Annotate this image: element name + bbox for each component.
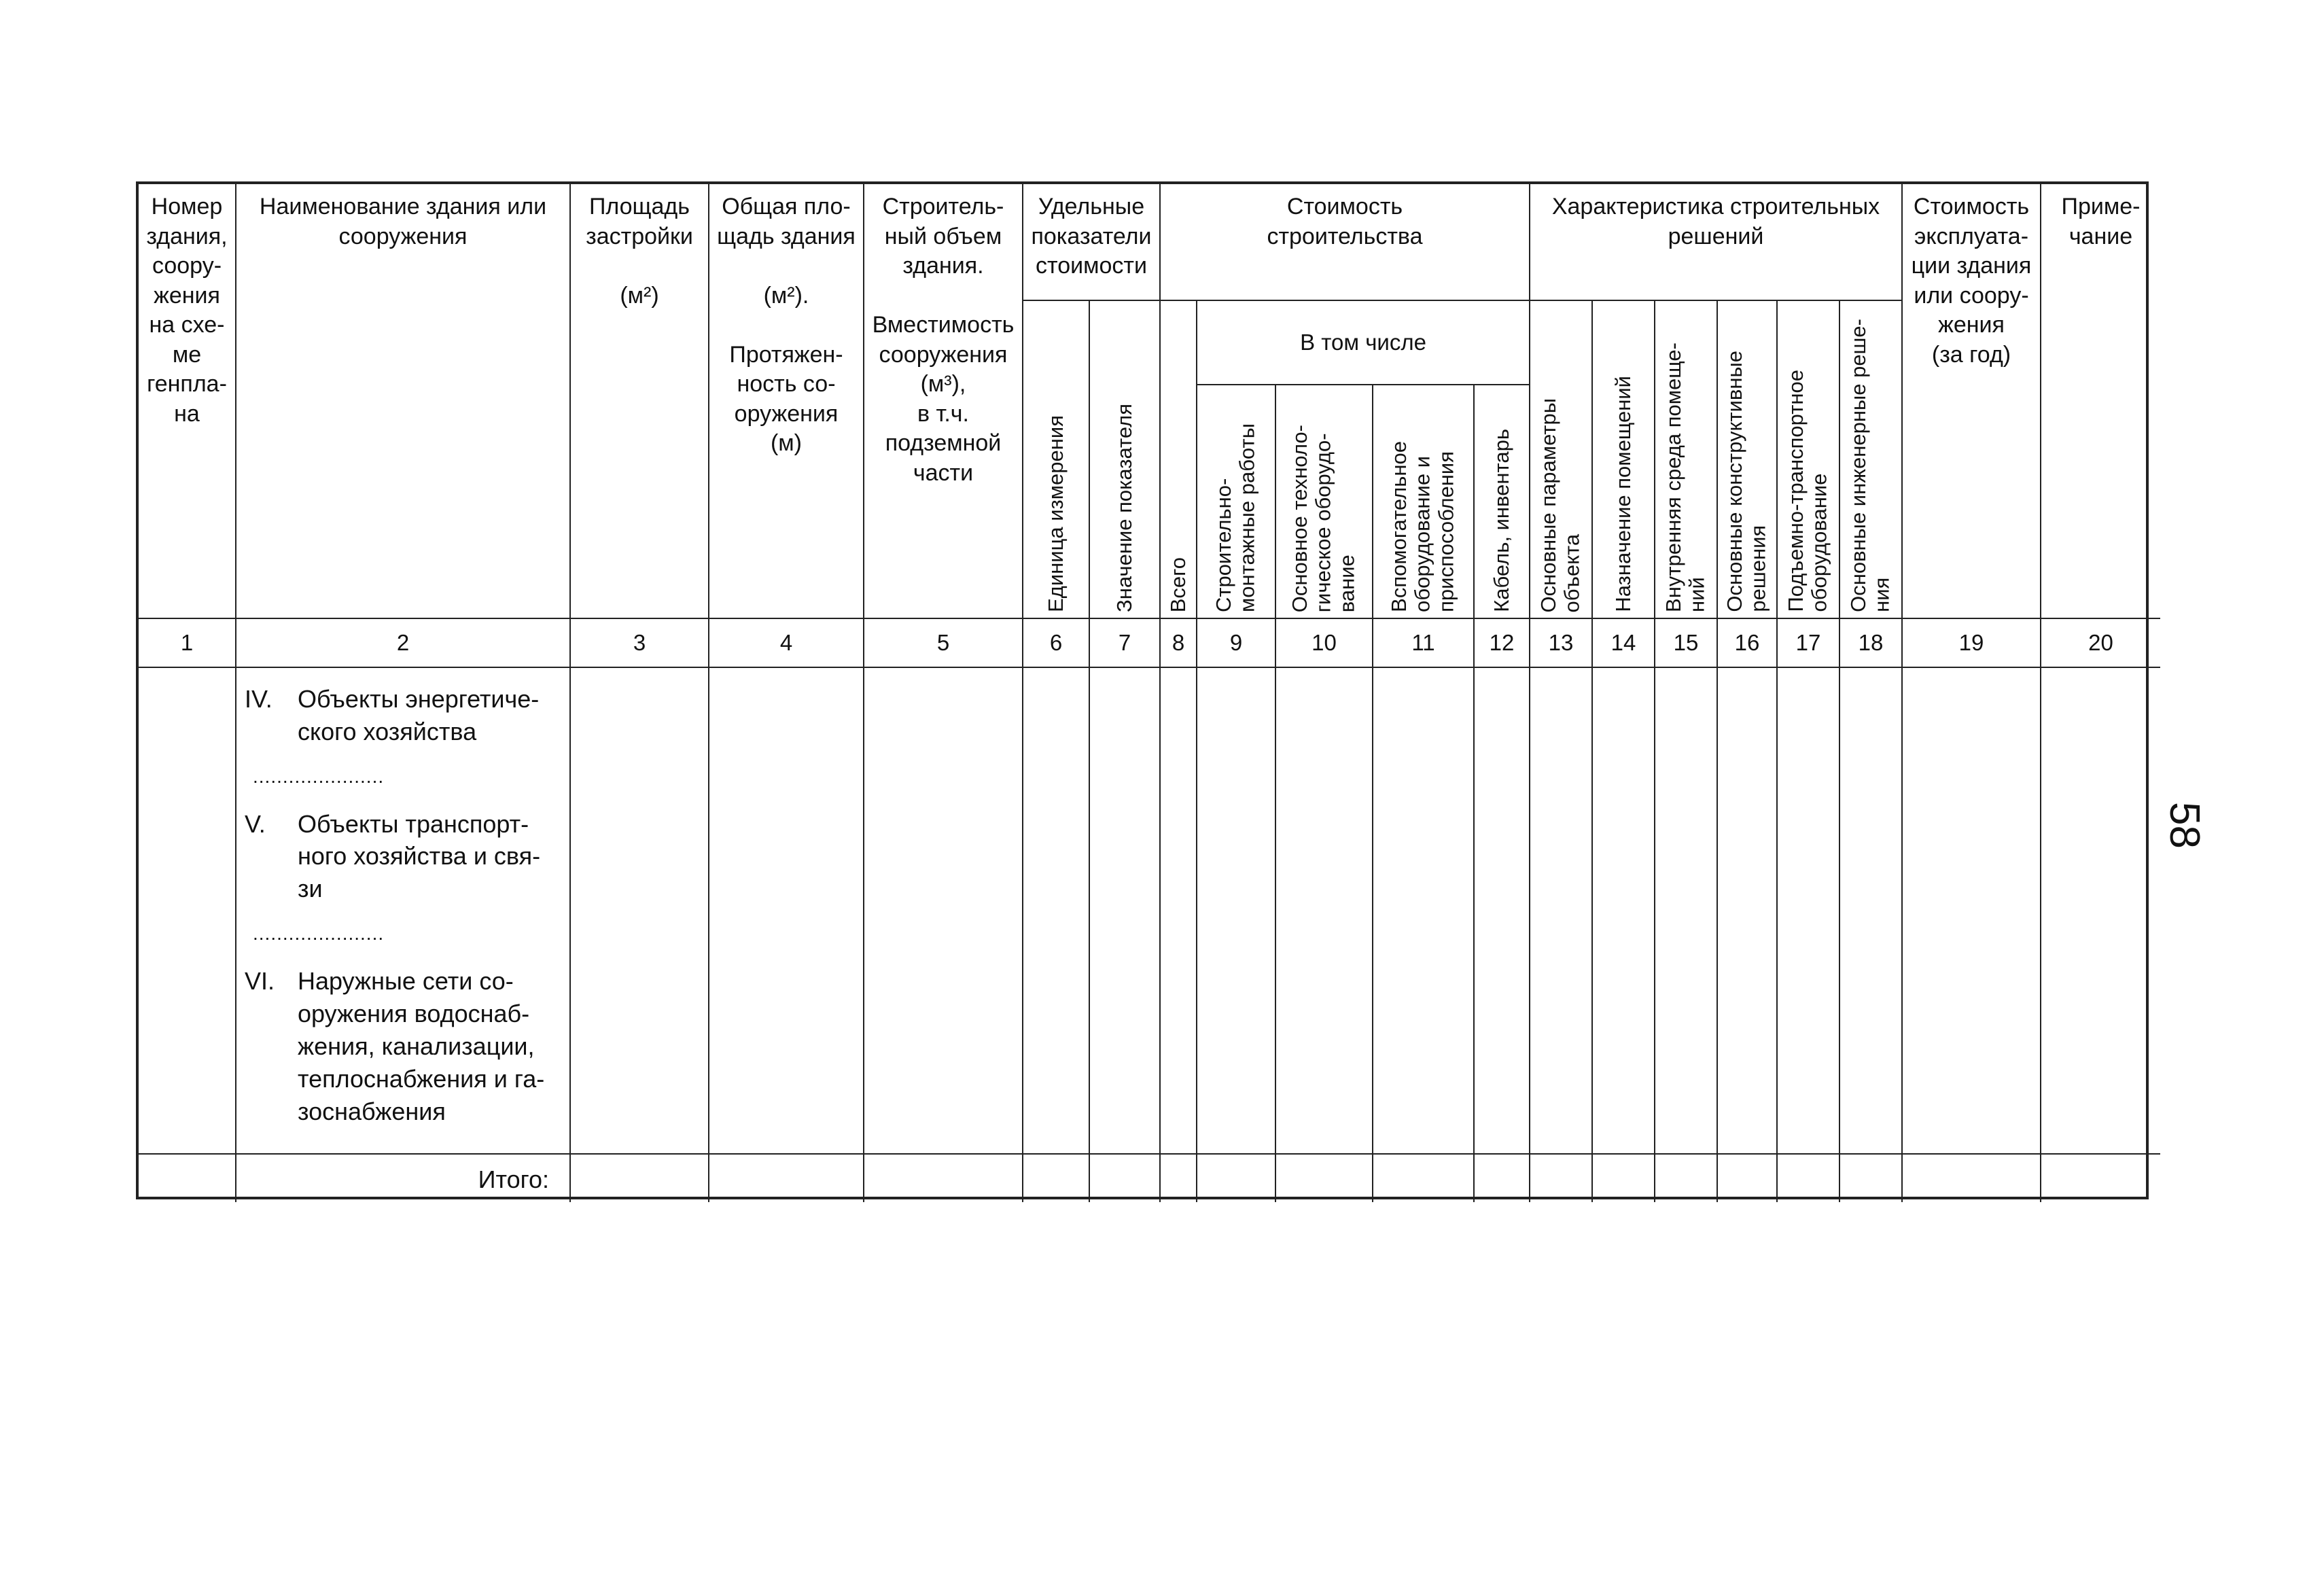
column-number: 5 — [864, 619, 1023, 668]
total-cell — [864, 1155, 1023, 1202]
header-indicator-value: Значение показателя — [1090, 301, 1161, 619]
body-cell — [1161, 668, 1197, 1155]
body-cell — [1718, 668, 1778, 1155]
section-dots: ...................... — [253, 923, 385, 945]
body-cell — [1023, 668, 1090, 1155]
header-volume: Строитель- ный объем здания. Вместимость сооружения (м³), в т.ч. подземной части — [864, 184, 1023, 619]
section-item — [245, 965, 563, 1127]
total-cell — [1840, 1155, 1903, 1202]
column-number: 19 — [1903, 619, 2041, 668]
total-cell — [1718, 1155, 1778, 1202]
column-number: 20 — [2041, 619, 2160, 668]
body-cell — [1475, 668, 1530, 1155]
total-label: Итого: — [236, 1155, 571, 1202]
header-total-area: Общая пло- щадь здания (м²). Протяжен- ность со- оружения (м) — [709, 184, 864, 619]
sections-cell — [236, 668, 571, 1155]
body-cell — [1090, 668, 1161, 1155]
total-cell — [1090, 1155, 1161, 1202]
total-cell — [1023, 1155, 1090, 1202]
column-number: 2 — [236, 619, 571, 668]
section-number: V. — [245, 809, 266, 838]
body-cell — [1778, 668, 1840, 1155]
header-cable-inventory: Кабель, инвентарь — [1475, 385, 1530, 619]
header-unit-of-measure: Единица измерения — [1023, 301, 1090, 619]
header-room-purpose: Назначение помещений — [1593, 301, 1655, 619]
body-cell — [864, 668, 1023, 1155]
header-main-equipment: Основное техноло- гическое оборудо- вание — [1276, 385, 1373, 619]
total-cell — [2041, 1155, 2160, 1202]
body-cell — [139, 668, 236, 1155]
column-number: 4 — [709, 619, 864, 668]
body-cell — [1840, 668, 1903, 1155]
header-engineering-solutions: Основные инженерные реше- ния — [1840, 301, 1903, 619]
column-number: 6 — [1023, 619, 1090, 668]
column-number: 15 — [1655, 619, 1718, 668]
total-cell — [1197, 1155, 1276, 1202]
header-construction-cost: Стоимость строительства — [1161, 184, 1530, 301]
body-cell — [1655, 668, 1718, 1155]
column-number: 14 — [1593, 619, 1655, 668]
section-item — [245, 808, 563, 906]
body-cell — [571, 668, 709, 1155]
column-number: 17 — [1778, 619, 1840, 668]
total-cell — [139, 1155, 236, 1202]
total-cell — [571, 1155, 709, 1202]
total-cell — [1373, 1155, 1475, 1202]
header-auxiliary-equipment: Вспомогательное оборудование и приспособления — [1373, 385, 1475, 619]
body-cell — [1530, 668, 1593, 1155]
header-structural-solutions: Основные конструктивные решения — [1718, 301, 1778, 619]
section-title: Наружные сети со- оружения водоснаб- жения, канализации, теплоснабжения и га- зоснабжения — [298, 967, 545, 1125]
header-construction-characteristics: Характеристика строительных решений — [1530, 184, 1903, 301]
header-total: Всего — [1161, 301, 1197, 619]
section-title: Объекты транспорт- ного хозяйства и свя- зи — [298, 809, 541, 903]
total-cell — [709, 1155, 864, 1202]
header-operating-cost: Стоимость эксплуата- ции здания или соору- жения (за год) — [1903, 184, 2041, 619]
header-building-number: Номер здания, соору- жения на схе- ме генпла- на — [139, 184, 236, 619]
total-cell — [1161, 1155, 1197, 1202]
body-cell — [1197, 668, 1276, 1155]
body-cell — [1593, 668, 1655, 1155]
body-cell — [2041, 668, 2160, 1155]
column-number: 8 — [1161, 619, 1197, 668]
total-cell — [1903, 1155, 2041, 1202]
body-cell — [1276, 668, 1373, 1155]
total-cell — [1475, 1155, 1530, 1202]
column-number: 9 — [1197, 619, 1276, 668]
page-number: 58 — [2161, 802, 2208, 849]
section-number: IV. — [245, 685, 272, 713]
header-internal-environment: Внутренняя среда помеще- ний — [1655, 301, 1718, 619]
cost-table — [136, 181, 2149, 1199]
column-number: 3 — [571, 619, 709, 668]
total-cell — [1593, 1155, 1655, 1202]
body-cell — [709, 668, 864, 1155]
section-title: Объекты энергетиче- ского хозяйства — [298, 685, 540, 745]
header-building-name: Наименование здания или сооружения — [236, 184, 571, 619]
body-cell — [1373, 668, 1475, 1155]
total-cell — [1276, 1155, 1373, 1202]
column-number: 18 — [1840, 619, 1903, 668]
column-number: 16 — [1718, 619, 1778, 668]
column-number: 1 — [139, 619, 236, 668]
header-lifting-equipment: Подъемно-транспортное оборудование — [1778, 301, 1840, 619]
header-construction-works: Строительно- монтажные работы — [1197, 385, 1276, 619]
total-cell — [1530, 1155, 1593, 1202]
total-cell — [1655, 1155, 1718, 1202]
column-number: 10 — [1276, 619, 1373, 668]
column-number: 7 — [1090, 619, 1161, 668]
column-number: 12 — [1475, 619, 1530, 668]
section-dots: ...................... — [253, 765, 385, 787]
header-including: В том числе — [1197, 301, 1530, 385]
header-built-area: Площадь застройки (м²) — [571, 184, 709, 619]
section-item — [245, 683, 563, 748]
column-number: 11 — [1373, 619, 1475, 668]
total-cell — [1778, 1155, 1840, 1202]
header-unit-indicators: Удельные показатели стоимости — [1023, 184, 1161, 301]
header-note: Приме- чание — [2041, 184, 2160, 619]
body-cell — [1903, 668, 2041, 1155]
section-number: VI. — [245, 967, 275, 996]
column-number: 13 — [1530, 619, 1593, 668]
header-main-parameters: Основные параметры объекта — [1530, 301, 1593, 619]
